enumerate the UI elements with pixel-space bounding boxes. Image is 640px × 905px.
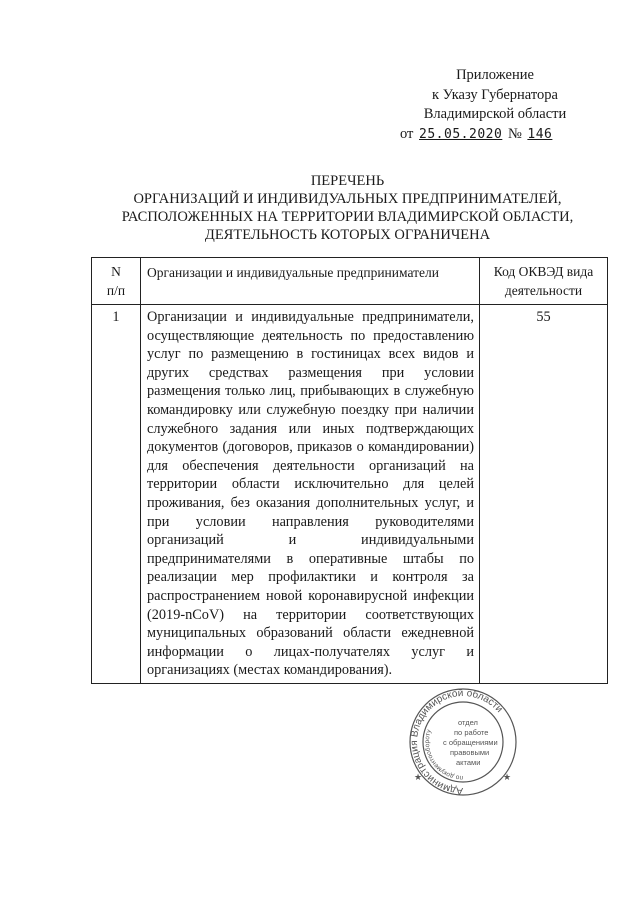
appendix-block — [395, 66, 595, 144]
row-number: 1 — [92, 305, 141, 684]
stamp-center-line-3: с обращениями — [443, 738, 498, 747]
header-number-line1: N — [111, 264, 121, 279]
star-icon: ★ — [414, 772, 423, 782]
header-code-line1: Код ОКВЭД вида — [493, 264, 594, 279]
title-line-3: РАСПОЛОЖЕННЫХ НА ТЕРРИТОРИИ ВЛАДИМИРСКОЙ ОБЛАСТИ, — [121, 209, 574, 225]
stamp-center-line-4: правовыми — [450, 748, 490, 757]
number-sign: № — [507, 125, 522, 142]
header-okved-code — [480, 258, 608, 305]
stamp-center-line-5: актами — [456, 758, 481, 767]
stamp-center-line-2: по работе — [454, 728, 489, 737]
decree-number: 146 — [527, 126, 553, 142]
appendix-region: Владимирской области — [423, 106, 567, 122]
stamp-center-text — [443, 718, 498, 767]
stamp-outer-text: Администрация Владимирской области — [408, 688, 505, 797]
title-line-1: ПЕРЕЧЕНЬ — [310, 173, 385, 189]
row-description: Организации и индивидуальные предприниматели, осуществляющие деятельность по предоставлению услуг по размещению в гостиницах всех видов и других средствах размещения при условии размещения только лиц, прибывающих в служебную командировку или служебную поездку при наличии служебного задания или иных подтверждающих документов (договоров, приказов о командировании) для обеспечения деятельности организаций на территории области исключительно для целей проживания, без оказания дополнительных услуг, и при условии направления руководителями организаций и индивидуальными предпринимателями в оперативные штабы по реализации мер профилактики и контроля за распространением новой коронавирусной инфекции (2019-nCoV) на территории соответствующих муниципальных образований области ежедневной информации о лицах-получателях услуг и организациях (местах командирования). — [141, 305, 480, 684]
table-row — [92, 305, 608, 684]
header-number — [92, 258, 141, 305]
header-code-line2: деятельности — [504, 283, 583, 298]
row-okved-code: 55 — [480, 305, 608, 684]
official-stamp — [398, 688, 528, 800]
table-header-row — [92, 258, 608, 305]
header-number-line2: п/п — [106, 283, 126, 298]
appendix-decree: к Указу Губернатора — [432, 86, 558, 103]
decree-date: 25.05.2020 — [419, 126, 503, 142]
stamp-center-line-1: отдел — [458, 718, 478, 727]
date-prefix: от — [400, 125, 414, 142]
appendix-date-line — [395, 125, 595, 145]
stamp-inner-text: по документообороту — [423, 728, 464, 782]
organizations-table — [91, 257, 608, 684]
header-organizations: Организации и индивидуальные предприниматели — [141, 258, 480, 305]
appendix-label: Приложение — [456, 67, 534, 83]
document-title — [95, 172, 600, 244]
title-line-2: ОРГАНИЗАЦИЙ И ИНДИВИДУАЛЬНЫХ ПРЕДПРИНИМАТЕЛЕЙ, — [133, 191, 562, 207]
title-line-4: ДЕЯТЕЛЬНОСТЬ КОТОРЫХ ОГРАНИЧЕНА — [204, 227, 491, 243]
star-icon: ★ — [503, 772, 512, 782]
